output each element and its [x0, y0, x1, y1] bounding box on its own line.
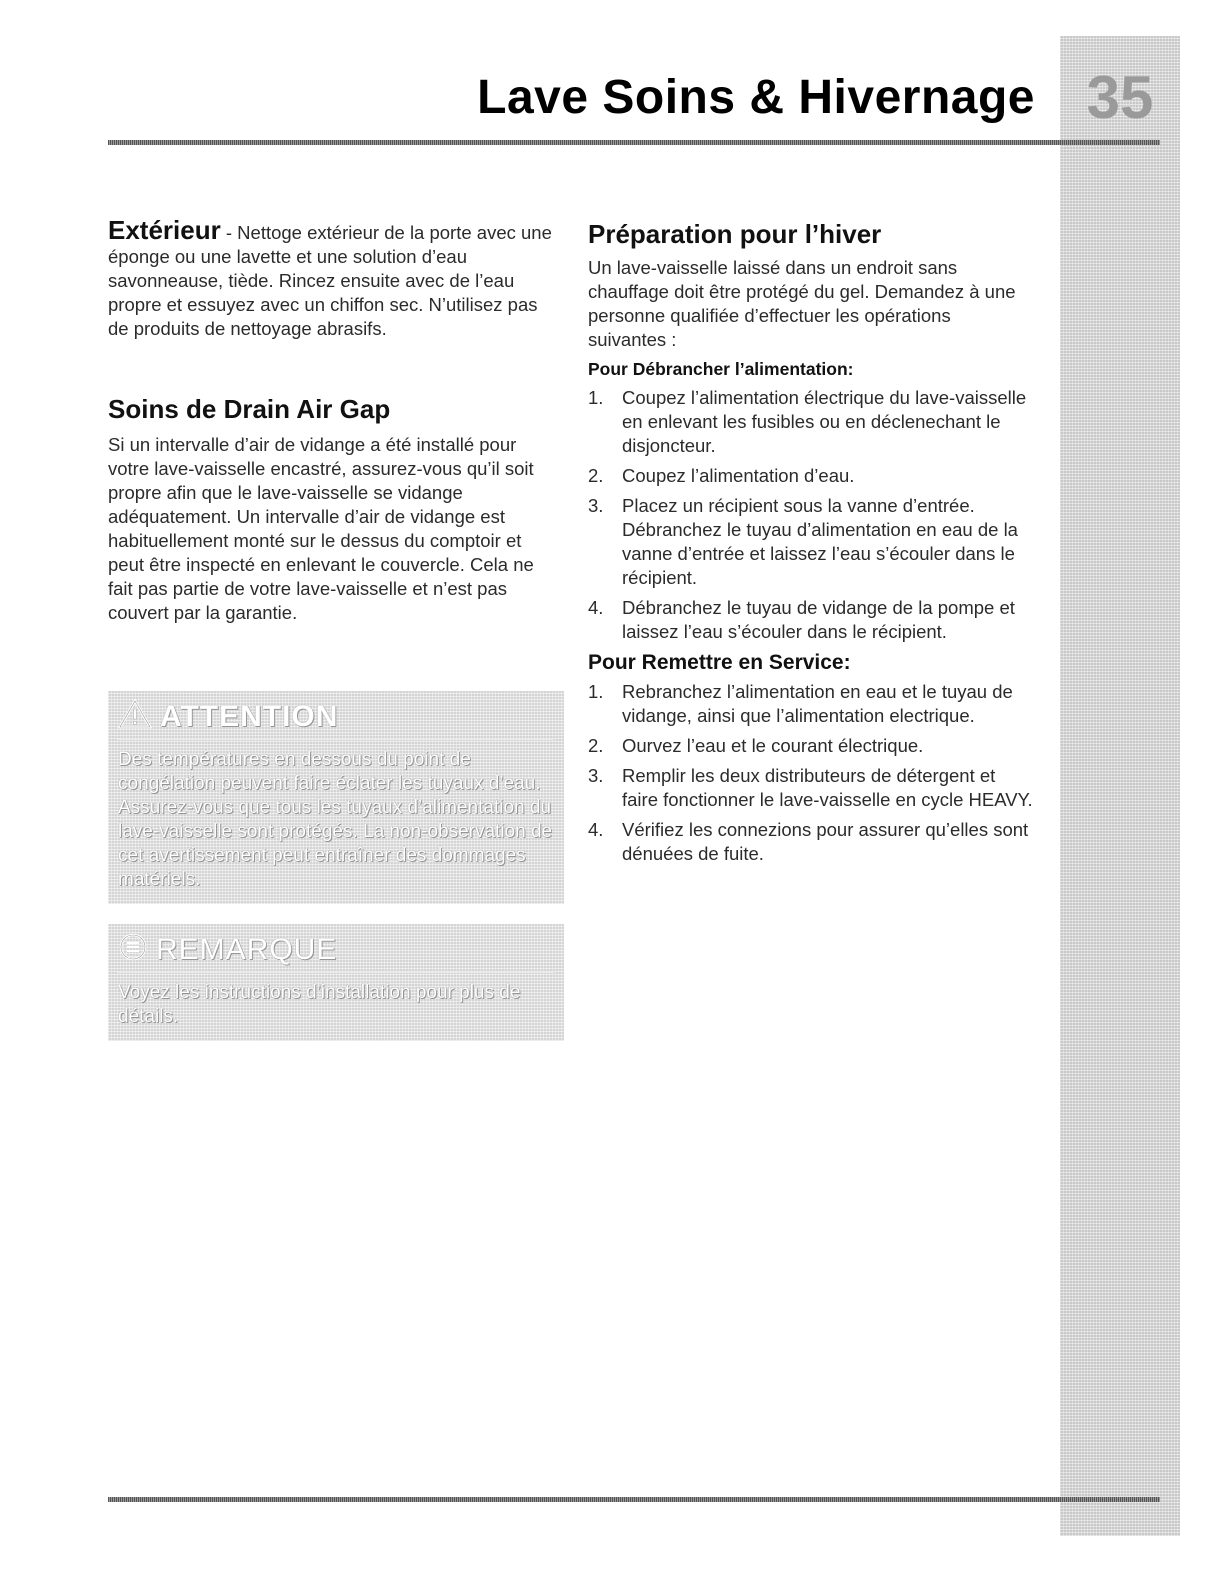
- remarque-text: Voyez les instructions d’installation pour plus de détails.: [118, 982, 521, 1027]
- list-item: [588, 596, 1033, 644]
- disconnect-steps: [588, 386, 1033, 644]
- right-column: [588, 218, 1033, 872]
- page-title: Lave Soins & Hivernage: [477, 71, 1035, 124]
- step-text: Ourvez l’eau et le courant électrique.: [622, 735, 924, 756]
- list-item: [588, 464, 1033, 488]
- attention-callout: [108, 691, 564, 904]
- warning-triangle-icon: [118, 699, 152, 734]
- sidebar-tab: [1060, 36, 1180, 1536]
- list-item: [588, 680, 1033, 728]
- list-item: [588, 734, 1033, 758]
- step-text: Remplir les deux distributeurs de détergent et faire fonctionner le lave-vaisselle en cycle HEAVY.: [622, 765, 1033, 810]
- attention-title: ATTENTION: [160, 699, 339, 733]
- step-text: Rebranchez l’alimentation en eau et le tuyau de vidange, ainsi que l’alimentation electrique.: [622, 681, 1013, 726]
- hiver-title: Préparation pour l’hiver: [588, 219, 882, 249]
- left-column: [108, 215, 558, 1041]
- step-number: 3.: [588, 495, 604, 516]
- header-rule: [108, 140, 1160, 145]
- step-number: 3.: [588, 765, 604, 786]
- hiver-intro: Un lave-vaisselle laissé dans un endroit sans chauffage doit être protégé du gel. Demandez à une personne qualifiée d’effectuer les opérations suivantes :: [588, 257, 1016, 350]
- footer-rule: [108, 1497, 1160, 1502]
- note-icon: [118, 932, 148, 967]
- list-item: [588, 494, 1033, 590]
- remarque-header: [118, 932, 554, 973]
- step-number: 2.: [588, 735, 604, 756]
- list-item: [588, 386, 1033, 458]
- soins-title: Soins de Drain Air Gap: [108, 394, 391, 424]
- attention-text: Des températures en dessous du point de congélation peuvent faire éclater les tuyaux d’eau. Assurez-vous que tous les tuyaux d’alimentation du lave-vaisselle sont protégés. La non-observation de cet avertissement peut entraîner des dommages matériels.: [118, 749, 553, 890]
- soins-text: Si un intervalle d’air de vidange a été installé pour votre lave-vaisselle encastré, assurez-vous qu’il soit propre afin que le lave-vaisselle se vidange adéquatement. Un intervalle d’air de vidange est habituellement monté sur le dessus du comptoir et peut être inspecté en enlevant le couvercle. Cela ne fait pas partie de votre lave-vaisselle et n’est pas couvert par la garantie.: [108, 434, 534, 623]
- step-number: 4.: [588, 597, 604, 618]
- exterieur-paragraph: [108, 215, 558, 341]
- attention-header: [118, 699, 554, 740]
- step-number: 1.: [588, 387, 604, 408]
- disconnect-title: Pour Débrancher l’alimentation:: [588, 359, 854, 379]
- remarque-callout: [108, 924, 564, 1041]
- page-number: 35: [1086, 64, 1154, 131]
- exterieur-text: - Nettoge extérieur de la porte avec une éponge ou une lavette et une solution d’eau savonneause, tiède. Rincez ensuite avec de l’eau propre et essuyez avec un chiffon sec. N’utilisez pas de produits de nettoyage abrasifs.: [108, 222, 552, 339]
- remarque-title: REMARQUE: [156, 932, 338, 966]
- step-text: Débranchez le tuyau de vidange de la pompe et laissez l’eau s’écouler dans le récipient.: [622, 597, 1015, 642]
- step-text: Placez un récipient sous la vanne d’entrée. Débranchez le tuyau d’alimentation en eau de la vanne d’entrée et laissez l’eau s’écouler dans le récipient.: [622, 495, 1018, 588]
- restore-title: Pour Remettre en Service:: [588, 651, 851, 674]
- exterieur-lead: Extérieur: [108, 215, 221, 245]
- step-text: Vérifiez les connezions pour assurer qu’elles sont dénuées de fuite.: [622, 819, 1029, 864]
- step-number: 4.: [588, 819, 604, 840]
- list-item: [588, 764, 1033, 812]
- step-text: Coupez l’alimentation électrique du lave-vaisselle en enlevant les fusibles ou en déclenechant le disjoncteur.: [622, 387, 1027, 456]
- step-number: 1.: [588, 681, 604, 702]
- step-number: 2.: [588, 465, 604, 486]
- list-item: [588, 818, 1033, 866]
- step-text: Coupez l’alimentation d’eau.: [622, 465, 855, 486]
- restore-steps: [588, 680, 1033, 866]
